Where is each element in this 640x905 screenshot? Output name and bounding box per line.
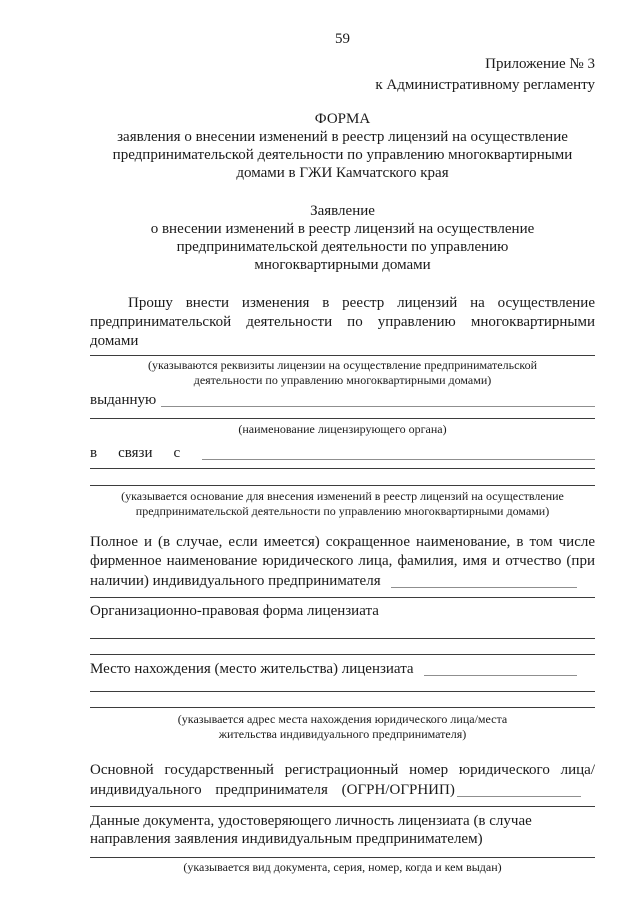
caption-license-requisites-line-2: деятельности по управлению многоквартирными домами) <box>193 373 492 387</box>
appendix-note-line-2: к Административному регламенту <box>375 77 595 93</box>
caption-address-line-1: (указывается адрес места нахождения юридического лица/места <box>177 712 508 726</box>
ruled-line <box>90 597 595 598</box>
connection-blank-line <box>202 459 595 460</box>
form-title-line-1: ФОРМА <box>314 111 371 127</box>
ogrn-line-1: Основной государственный регистрационный номер юридического лица/ <box>90 762 595 778</box>
ruled-line <box>90 355 595 356</box>
caption-license-requisites <box>90 358 595 388</box>
location-label: Место нахождения (место жительства) лицензиата <box>90 661 414 677</box>
issued-by-blank-line <box>161 406 595 407</box>
appendix-note-line-1: Приложение № 3 <box>485 56 595 72</box>
caption-address-line-2: жительства индивидуального предпринимателя) <box>218 727 467 741</box>
licensee-name-line-2: фирменное наименование юридического лица, фамилия, имя и отчество (при <box>90 553 595 569</box>
licensee-name-field <box>90 571 595 591</box>
ruled-line <box>90 806 595 807</box>
request-paragraph <box>90 294 595 351</box>
form-title-heading <box>90 110 595 182</box>
licensee-name-paragraph <box>90 533 595 591</box>
issued-by-field <box>90 390 595 410</box>
page-number: 59 <box>335 31 350 47</box>
ruled-line <box>90 707 595 708</box>
appendix-note <box>90 54 595 96</box>
ogrn-blank-line <box>457 796 581 797</box>
caption-amendment-basis-line-2: предпринимательской деятельности по управлению многоквартирными домами) <box>135 504 550 518</box>
location-blank-line <box>424 675 577 676</box>
caption-amendment-basis-line-1: (указывается основание для внесения изменений в реестр лицензий на осуществление <box>121 489 564 503</box>
ogrn-paragraph <box>90 760 595 800</box>
ogrn-field <box>90 780 595 800</box>
issued-by-label: выданную <box>90 392 157 408</box>
form-title-line-4: домами в ГЖИ Камчатского края <box>236 165 449 181</box>
statement-title-line-2: о внесении изменений в реестр лицензий на осуществление <box>150 221 535 237</box>
ruled-line <box>90 468 595 469</box>
ruled-line <box>90 638 595 639</box>
ruled-line <box>90 485 595 486</box>
request-paragraph-line-1: Прошу внести изменения в реестр лицензий на осуществление <box>128 295 595 311</box>
statement-title-heading <box>90 202 595 274</box>
ruled-line <box>90 691 595 692</box>
caption-identity-document: (указывается вид документа, серия, номер, когда и кем выдан) <box>183 860 502 874</box>
document-content <box>90 30 595 875</box>
statement-title-line-4: многоквартирными домами <box>254 257 431 273</box>
request-paragraph-line-2: предпринимательской деятельности по управлению многоквартирными <box>90 314 595 330</box>
licensee-name-line-1: Полное и (в случае, если имеется) сокращенное наименование, в том числе <box>90 534 595 550</box>
caption-address <box>90 712 595 742</box>
form-title-line-2: заявления о внесении изменений в реестр лицензий на осуществление <box>117 129 568 145</box>
licensee-name-line-3: наличии) индивидуального предпринимателя <box>90 573 381 589</box>
identity-document-paragraph <box>90 812 595 848</box>
connection-field <box>90 443 595 463</box>
ruled-line <box>90 418 595 419</box>
ruled-line <box>90 654 595 655</box>
request-paragraph-line-3: домами <box>90 333 139 349</box>
caption-licensing-authority: (наименование лицензирующего органа) <box>238 422 447 436</box>
location-field <box>90 659 595 679</box>
caption-license-requisites-line-1: (указываются реквизиты лицензии на осуществление предпринимательской <box>147 358 538 372</box>
ruled-line <box>90 857 595 858</box>
identity-document-line-1: Данные документа, удостоверяющего личность лицензиата (в случае <box>90 813 532 829</box>
caption-amendment-basis <box>90 489 595 519</box>
connection-label: в связи с <box>90 445 181 461</box>
statement-title-line-3: предпринимательской деятельности по управлению <box>176 239 509 255</box>
identity-document-line-2: направления заявления индивидуальным предпринимателем) <box>90 831 483 847</box>
legal-form-label: Организационно-правовая форма лицензиата <box>90 603 379 619</box>
licensee-name-blank-line <box>391 587 577 588</box>
ogrn-line-2: индивидуального предпринимателя (ОГРН/ОГРНИП) <box>90 782 455 798</box>
form-title-line-3: предпринимательской деятельности по управлению многоквартирными <box>112 147 573 163</box>
statement-title-line-1: Заявление <box>310 203 375 219</box>
